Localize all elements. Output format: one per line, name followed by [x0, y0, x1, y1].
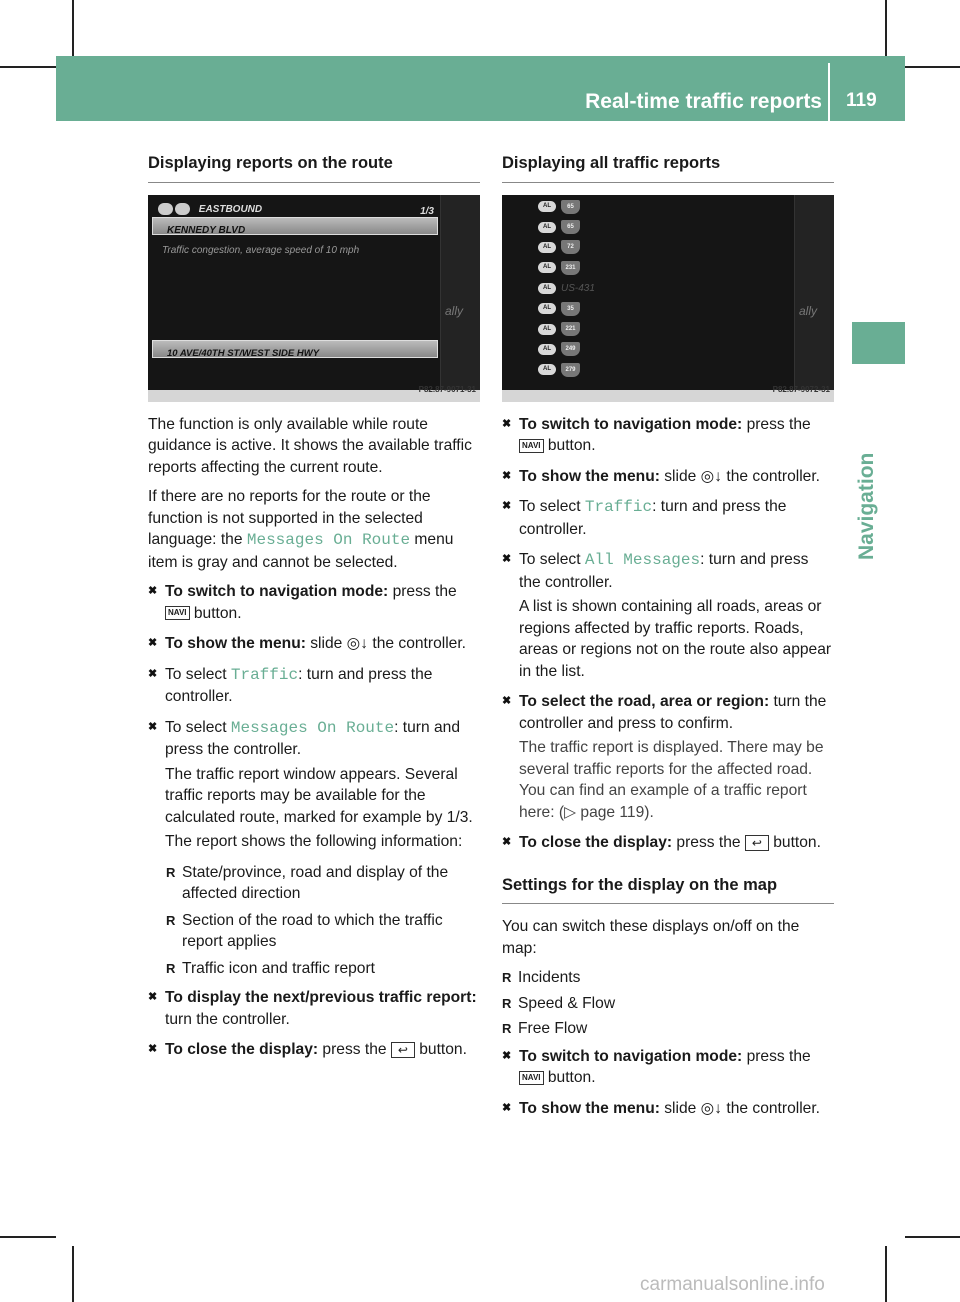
menu-item-text: Messages On Route	[230, 718, 395, 737]
paragraph: You can switch these displays on/off on the map:	[502, 918, 800, 957]
back-button-icon: ↩	[745, 835, 769, 851]
figure-code: P82.87-9072-31	[772, 385, 830, 394]
crop-mark	[0, 66, 56, 68]
road-badge	[175, 203, 190, 215]
menu-item-text: Traffic	[584, 498, 653, 516]
bullet-item: R Speed & Flow	[502, 993, 834, 1015]
menu-item-text: All Messages	[584, 551, 701, 569]
list-item: AL US-431	[538, 278, 595, 298]
figure-code: P82.87-9071-31	[418, 385, 476, 394]
instruction-step: ✖ To show the menu: slide ◎↓ the controller.	[148, 633, 480, 655]
crop-mark	[905, 66, 960, 68]
section-heading: Displaying reports on the route	[148, 150, 480, 183]
road-row-selected: KENNEDY BLVD	[152, 217, 438, 235]
crop-mark	[72, 0, 74, 56]
side-tab	[852, 322, 905, 364]
navi-button-icon: NAVI	[519, 1071, 544, 1085]
all-reports-screenshot	[502, 195, 834, 402]
instruction-step: ✖ To switch to navigation mode: press the NAVI button.	[502, 1046, 834, 1089]
watermark-text: carmanualsonline.info	[640, 1274, 825, 1295]
instruction-step: ✖ To display the next/previous traffic report: turn the controller.	[148, 987, 480, 1030]
crop-mark	[885, 0, 887, 56]
bullet-item: R Free Flow	[502, 1018, 834, 1040]
section-heading: Settings for the display on the map	[502, 872, 834, 905]
list-item: AL 72	[538, 237, 595, 257]
crop-mark	[72, 1246, 74, 1302]
list-item: AL 35	[538, 298, 595, 318]
direction-label: EASTBOUND	[198, 203, 263, 215]
crop-mark	[0, 1236, 56, 1238]
instruction-step: ✖ To switch to navigation mode: press the NAVI button.	[502, 414, 834, 457]
header-divider	[828, 63, 830, 121]
state-badge	[158, 203, 173, 215]
instruction-step: ✖ To select Messages On Route: turn and press the controller. The traffic report window appears. Several traffic reports may be available for the calculated route, marked for example by 1/3. The report shows the following information:	[148, 717, 480, 853]
road-row-end: 10 AVE/40TH ST/WEST SIDE HWY	[152, 340, 438, 358]
menu-item-text: Traffic	[230, 665, 299, 684]
list-item: AL 65	[538, 197, 595, 217]
paragraph: The function is only available while route guidance is active. It shows the available traffic reports affecting the current route.	[148, 415, 472, 476]
instruction-step: ✖ To select the road, area or region: turn the controller and press to confirm. The traffic report is displayed. There may be several traffic reports for the affected road. You can find an example of a traffic report here: (▷ page 119).	[502, 691, 834, 823]
crop-mark	[885, 1246, 887, 1302]
route-reports-screenshot	[148, 195, 480, 402]
right-column	[502, 150, 834, 1128]
instruction-step: ✖ To select All Messages: turn and press the controller. A list is shown containing all roads, areas or regions affected by traffic reports. Roads, areas or regions not on the route also appear in the list.	[502, 549, 834, 682]
instruction-step: ✖ To select Traffic: turn and press the controller.	[148, 664, 480, 708]
instruction-step: ✖ To select Traffic: turn and press the controller.	[502, 496, 834, 540]
list-item: AL 249	[538, 339, 595, 359]
instruction-step: ✖ To show the menu: slide ◎↓ the controller.	[502, 1098, 834, 1120]
list-item: AL 221	[538, 319, 595, 339]
road-list	[538, 197, 595, 381]
list-item: AL 231	[538, 258, 595, 278]
report-text: Traffic congestion, average speed of 10 mph	[162, 244, 360, 256]
list-item: AL 279	[538, 360, 595, 380]
navi-button-icon: NAVI	[519, 439, 544, 453]
instruction-step: ✖ To switch to navigation mode: press the NAVI button.	[148, 581, 480, 624]
report-count: 1/3	[420, 205, 434, 217]
paragraph: If there are no reports for the route or the function is not supported in the selected language: the Messages On Route menu item is gray and cannot be selected.	[148, 488, 454, 571]
left-column	[148, 150, 480, 1070]
instruction-step: ✖ To close the display: press the ↩ button.	[502, 832, 834, 854]
screenshot-side-panel: ally	[794, 195, 834, 391]
back-button-icon: ↩	[391, 1042, 415, 1058]
side-tab-label: Navigation	[855, 452, 878, 560]
screenshot-header	[158, 199, 438, 215]
list-item: AL 65	[538, 217, 595, 237]
bullet-item: R State/province, road and display of the affected direction	[148, 862, 480, 905]
menu-item-text: Messages On Route	[246, 531, 411, 549]
bullet-item: R Traffic icon and traffic report	[148, 958, 480, 980]
bullet-item: R Incidents	[502, 967, 834, 989]
section-heading: Displaying all traffic reports	[502, 150, 834, 183]
crop-mark	[905, 1236, 960, 1238]
screenshot-side-panel: ally	[440, 195, 480, 391]
page-title: Real-time traffic reports	[585, 90, 822, 113]
instruction-step: ✖ To show the menu: slide ◎↓ the controller.	[502, 466, 834, 488]
page-number: 119	[846, 90, 877, 111]
bullet-item: R Section of the road to which the traffic report applies	[148, 910, 480, 953]
navi-button-icon: NAVI	[165, 606, 190, 620]
instruction-step: ✖ To close the display: press the ↩ button.	[148, 1039, 480, 1061]
